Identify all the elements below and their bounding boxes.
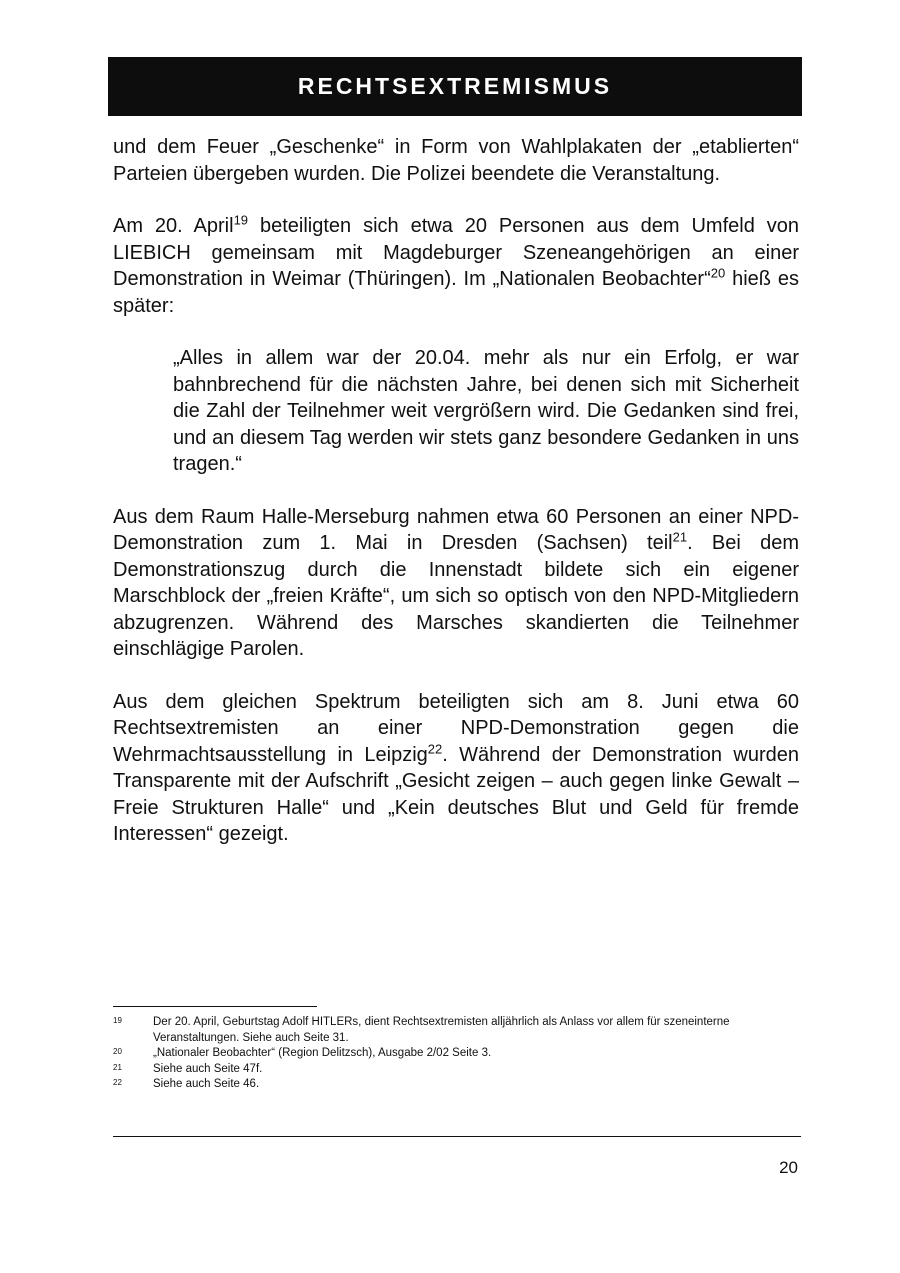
paragraph-4-text-a: Aus dem gleichen Spektrum beteiligten sich am 8. Juni etwa 60 Rechtsextremisten an einer NPD-Demonstration gegen die Wehrmachtsausstellung in Leipzig [113,690,799,766]
paragraph-4 [113,689,799,848]
footnote-number: 20 [113,1047,122,1056]
footnote-ref-20[interactable]: 20 [710,265,726,281]
footnote-22 [113,1077,803,1093]
footnote-separator [113,1006,317,1007]
footnote-text: Siehe auch Seite 47f. [153,1062,263,1075]
footnote-text: Der 20. April, Geburtstag Adolf HITLERs, dient Rechtsextremisten alljährlich als Anlass vor allem für szeneinterne Veranstaltungen. Siehe auch Seite 31. [153,1016,730,1044]
paragraph-3 [113,504,799,663]
paragraph-1: und dem Feuer „Geschenke“ in Form von Wahlplakaten der „etablierten“ Parteien übergeben wurden. Die Polizei beendete die Veranstaltung. [113,136,799,185]
chapter-title: RECHTSEXTREMISMUS [297,73,613,99]
page-number: 20 [779,1158,798,1177]
paragraph-2-text-b: beteiligten sich etwa 20 Personen aus dem Umfeld von LIEBICH gemeinsam mit Magdeburger Szeneangehörigen an einer Demonstration in Weimar (Thüringen). Im „Nationalen Beobachter“ [113,215,799,290]
chapter-header [108,57,802,116]
paragraph-4-text-b: . Während der Demonstration wurden Transparente mit der Aufschrift „Gesicht zeigen – auch gegen linke Gewalt – Freie Strukturen Halle“ und „Kein deutsches Blut und Geld für fremde Interessen“ gezeigt. [113,743,800,845]
paragraph-3-text-a: Aus dem Raum Halle-Merseburg nahmen etwa 60 Personen an einer NPD-Demonstration zum 1. Mai in Dresden (Sachsen) teil [113,505,799,554]
footnote-text: „Nationaler Beobachter“ (Region Delitzsch), Ausgabe 2/02 Seite 3. [153,1047,492,1059]
footnote-text: Siehe auch Seite 46. [153,1078,260,1090]
paragraph-2 [113,213,799,319]
paragraph-3-text-b: . Bei dem Demonstrationszug durch die Innenstadt bildete sich ein eigener Marschblock der „freien Kräfte“, um sich so optisch von den NPD-Mitgliedern abzugrenzen. Während des Marsches skandierten die Teilnehmer einschlägige Parolen. [113,532,799,660]
footnote-20 [113,1046,803,1062]
footnote-ref-22[interactable]: 22 [427,740,443,756]
footnote-ref-19[interactable]: 19 [233,212,249,228]
footnote-number: 19 [113,1016,122,1025]
bottom-rule [113,1136,801,1137]
main-text [113,134,799,874]
footnotes [113,1015,803,1093]
footnote-21 [113,1062,803,1078]
footnote-19 [113,1015,803,1046]
block-quote: „Alles in allem war der 20.04. mehr als nur ein Erfolg, er war bahnbrechend für die nächsten Jahre, bei denen sich mit Sicherheit die Zahl der Teilnehmer weit vergrößern wird. Die Gedanken sind frei, und an diesem Tag werden wir stets ganz besondere Gedanken in uns tragen.“ [173,347,799,475]
footnote-ref-21[interactable]: 21 [672,529,688,545]
footnote-number: 22 [113,1078,122,1087]
paragraph-2-text-a: Am 20. April [113,215,234,237]
footnote-number: 21 [113,1062,122,1072]
paragraph-2-text-c: hieß es später: [113,268,799,317]
